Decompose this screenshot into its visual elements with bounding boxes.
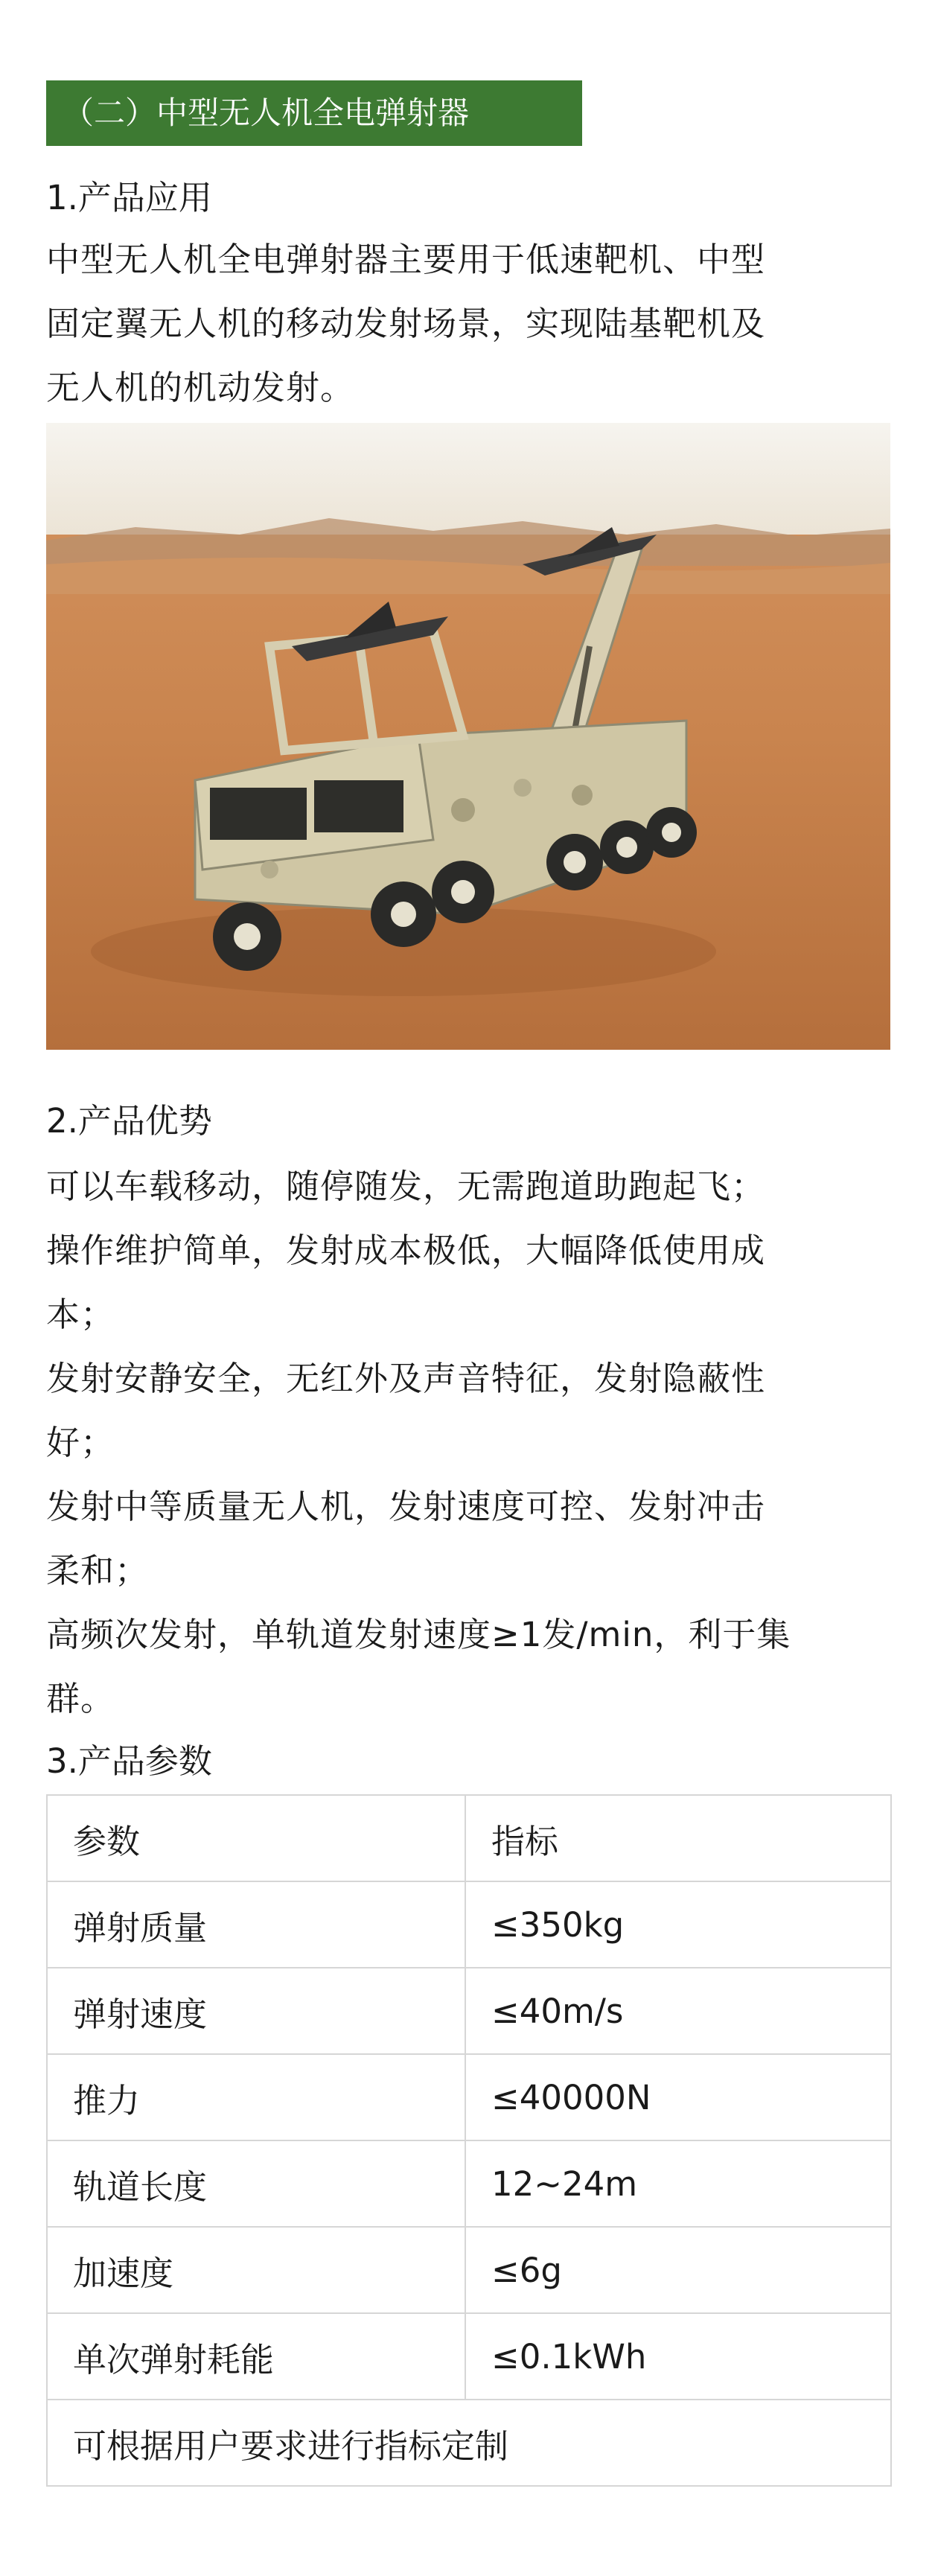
table-row (47, 2054, 891, 2140)
param-value-cell: ≤350kg (465, 1881, 891, 1968)
table-row (47, 1968, 891, 2054)
customization-note-cell: 可根据用户要求进行指标定制 (47, 2400, 891, 2486)
param-value-cell: ≤40m/s (465, 1968, 891, 2054)
advantage-line: 群。 (46, 1679, 115, 1718)
param-value-cell: ≤0.1kWh (465, 2313, 891, 2400)
param-name-cell: 加速度 (47, 2227, 465, 2313)
launcher-vehicle-photo (46, 423, 890, 1050)
advantage-line: 操作维护简单，发射成本极低，大幅降低使用成 (46, 1231, 766, 1270)
param-name-cell: 轨道长度 (47, 2140, 465, 2227)
advantage-line: 发射安静安全，无红外及声音特征，发射隐蔽性 (46, 1359, 766, 1398)
table-row (47, 2313, 891, 2400)
table-row (47, 1881, 891, 1968)
application-line: 固定翼无人机的移动发射场景，实现陆基靶机及 (46, 304, 766, 343)
advantage-line: 本； (46, 1295, 115, 1334)
header-param-cell: 参数 (47, 1795, 465, 1881)
advantages-heading: 2.产品优势 (46, 1101, 212, 1141)
header-value-cell: 指标 (465, 1795, 891, 1881)
table-header-row (47, 1795, 891, 1881)
application-heading: 1.产品应用 (46, 178, 212, 217)
parameters-heading: 3.产品参数 (46, 1741, 212, 1781)
table-footer-row (47, 2400, 891, 2486)
application-line: 中型无人机全电弹射器主要用于低速靶机、中型 (46, 240, 766, 279)
table-row (47, 2227, 891, 2313)
advantage-line: 高频次发射，单轨道发射速度≥1发/min，利于集 (46, 1615, 791, 1654)
param-name-cell: 推力 (47, 2054, 465, 2140)
param-name-cell: 弹射速度 (47, 1968, 465, 2054)
param-name-cell: 单次弹射耗能 (47, 2313, 465, 2400)
table-row (47, 2140, 891, 2227)
application-paragraph (46, 228, 890, 420)
param-value-cell: 12~24m (465, 2140, 891, 2227)
advantages-paragraph (46, 1155, 890, 1731)
photo-illustration (46, 423, 890, 1050)
param-value-cell: ≤6g (465, 2227, 891, 2313)
application-line: 无人机的机动发射。 (46, 368, 355, 407)
advantage-line: 好； (46, 1423, 115, 1462)
advantage-line: 可以车载移动，随停随发，无需跑道助跑起飞； (46, 1167, 766, 1206)
param-name-cell: 弹射质量 (47, 1881, 465, 1968)
param-value-cell: ≤40000N (465, 2054, 891, 2140)
parameters-table (46, 1794, 892, 2487)
advantage-line: 柔和； (46, 1551, 150, 1590)
section-title-banner: （二）中型无人机全电弹射器 (46, 80, 582, 146)
advantage-line: 发射中等质量无人机，发射速度可控、发射冲击 (46, 1487, 766, 1526)
